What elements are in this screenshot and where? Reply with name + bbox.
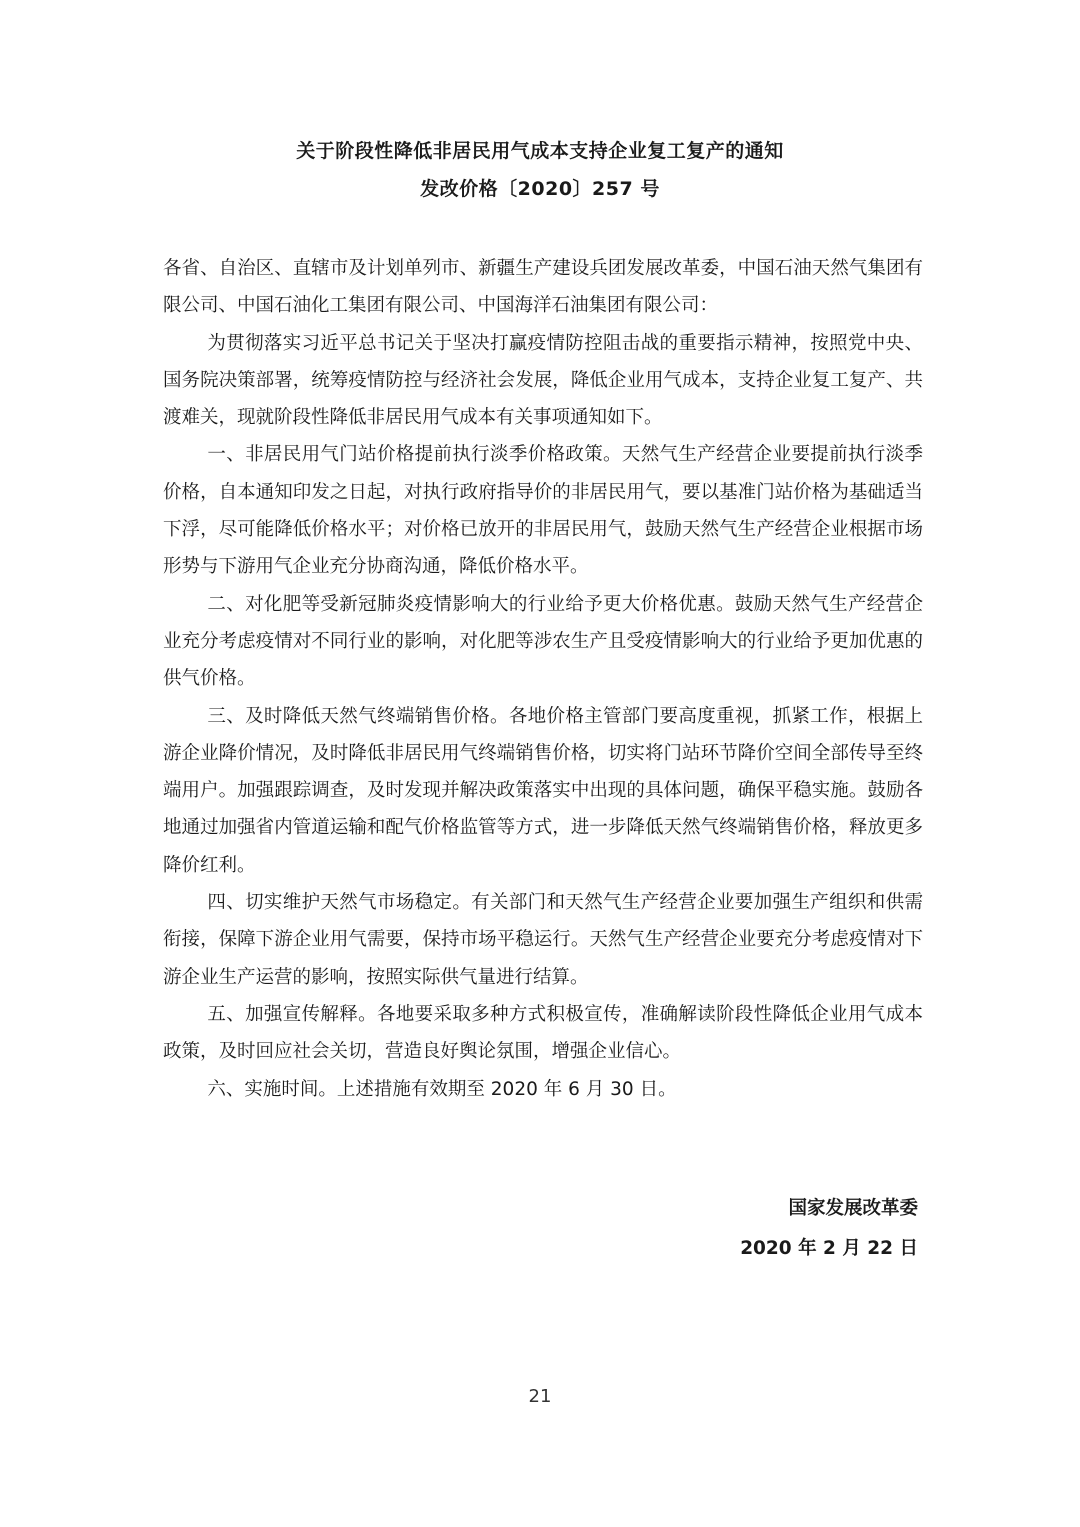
paragraph-item-3: 三、及时降低天然气终端销售价格。各地价格主管部门要高度重视，抓紧工作，根据上游企业降价情况，及时降低非居民用气终端销售价格，切实将门站环节降价空间全部传导至终端用户。加强跟踪调查，及时发现并解决政策落实中出现的具体问题，确保平稳实施。鼓励各地通过加强省内管道运输和配气价格监管等方式，进一步降低天然气终端销售价格，释放更多降价红利。: [163, 705, 923, 876]
addressee: 各省、自治区、直辖市及计划单列市、新疆生产建设兵团发展改革委，中国石油天然气集团有限公司、中国石油化工集团有限公司、中国海洋石油集团有限公司：: [163, 258, 923, 317]
document-body: [163, 250, 923, 1108]
paragraph-item-5: 五、加强宣传解释。各地要采取多种方式积极宣传，准确解读阶段性降低企业用气成本政策，及时回应社会关切，营造良好舆论氛围，增强企业信心。: [163, 1003, 923, 1063]
issue-date: 2020 年 2 月 22 日: [740, 1238, 918, 1259]
document-number: 发改价格〔2020〕257 号: [420, 178, 660, 200]
paragraph-intro: 为贯彻落实习近平总书记关于坚决打赢疫情防控阻击战的重要指示精神，按照党中央、国务院决策部署，统筹疫情防控与经济社会发展，降低企业用气成本，支持企业复工复产、共渡难关，现就阶段性降低非居民用气成本有关事项通知如下。: [163, 332, 923, 429]
issuer-signature: 国家发展改革委: [788, 1198, 918, 1219]
paragraph-item-2: 二、对化肥等受新冠肺炎疫情影响大的行业给予更大价格优惠。鼓励天然气生产经营企业充分考虑疫情对不同行业的影响，对化肥等涉农生产且受疫情影响大的行业给予更加优惠的供气价格。: [163, 593, 923, 690]
document-title: 关于阶段性降低非居民用气成本支持企业复工复产的通知: [296, 140, 784, 162]
paragraph-item-6: 六、实施时间。上述措施有效期至 2020 年 6 月 30 日。: [207, 1078, 677, 1100]
paragraph-item-1: 一、非居民用气门站价格提前执行淡季价格政策。天然气生产经营企业要提前执行淡季价格，自本通知印发之日起，对执行政府指导价的非居民用气，要以基准门站价格为基础适当下浮，尽可能降低价格水平；对价格已放开的非居民用气，鼓励天然气生产经营企业根据市场形势与下游用气企业充分协商沟通，降低价格水平。: [163, 444, 923, 578]
paragraph-item-4: 四、切实维护天然气市场稳定。有关部门和天然气生产经营企业要加强生产组织和供需衔接，保障下游企业用气需要，保持市场平稳运行。天然气生产经营企业要充分考虑疫情对下游企业生产运营的影响，按照实际供气量进行结算。: [163, 892, 923, 988]
page-number: 21: [528, 1386, 552, 1407]
